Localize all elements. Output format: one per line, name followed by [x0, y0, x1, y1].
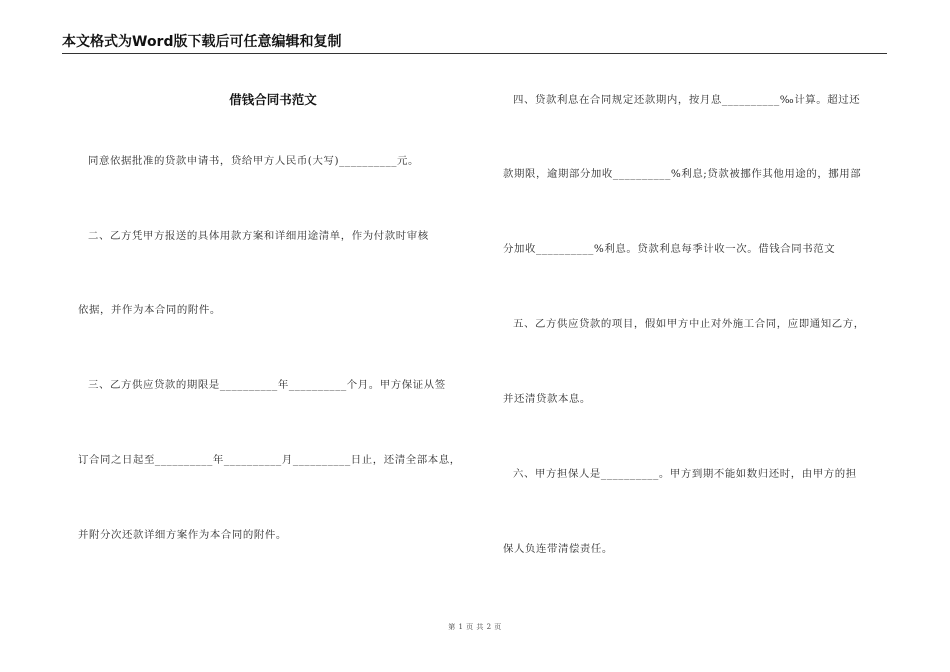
- paragraph-line: 款期限，逾期部分加收__________%利息;贷款被挪作其他用途的，挪用部: [503, 168, 862, 180]
- paragraph-line: 二、乙方凭甲方报送的具体用款方案和详细用途清单，作为付款时审核: [88, 230, 429, 242]
- paragraph-line: 依据，并作为本合同的附件。: [78, 304, 221, 316]
- page-number: 第 1 页 共 2 页: [448, 623, 502, 631]
- paragraph-line: 同意依据批准的贷款申请书，贷给甲方人民币(大写)__________元。: [88, 155, 420, 167]
- header-note: 本文格式为Word版下载后可任意编辑和复制: [62, 34, 342, 50]
- document-title: 借钱合同书范文: [229, 92, 317, 107]
- right-column: [503, 0, 895, 620]
- paragraph-line: 分加收__________%利息。贷款利息每季计收一次。借钱合同书范文: [503, 243, 836, 255]
- paragraph-line: 三、乙方供应贷款的期限是__________年__________个月。甲方保证从签: [88, 379, 446, 391]
- paragraph-line: 六、甲方担保人是__________。甲方到期不能如数归还时，由甲方的担: [513, 468, 857, 480]
- paragraph-line: 五、乙方供应贷款的项目，假如甲方中止对外施工合同，应即通知乙方，: [513, 318, 865, 330]
- paragraph-line: 订合同之日起至__________年__________月__________日止，还清全部本息，: [78, 454, 461, 466]
- paragraph-line: 并还清贷款本息。: [503, 393, 591, 405]
- paragraph-line: 四、贷款利息在合同规定还款期内，按月息__________‰计算。超过还: [513, 94, 861, 106]
- paragraph-line: 保人负连带清偿责任。: [503, 543, 613, 555]
- paragraph-line: 并附分次还款详细方案作为本合同的附件。: [78, 529, 287, 541]
- left-column: [78, 0, 468, 620]
